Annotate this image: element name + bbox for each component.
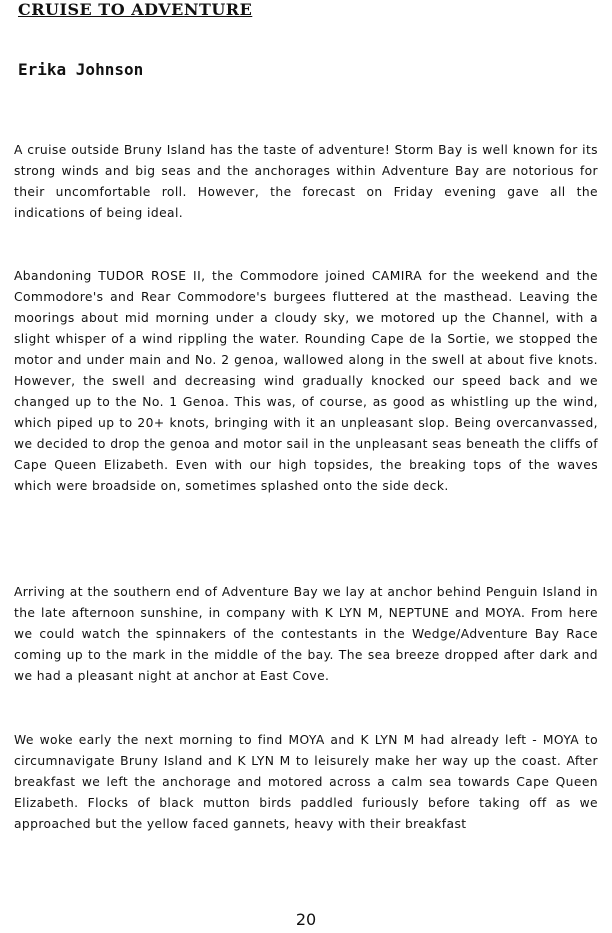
paragraph-2: Abandoning TUDOR ROSE II, the Commodore joined CAMIRA for the weekend and the Commodore's and Rear Commodore's burgees fluttered at the masthead. Leaving the moorings about mid morning under a cloudy sky, we motored up the Channel, with a slight whisper of a wind rippling the water. Rounding Cape de la Sortie, we stopped the motor and under main and No. 2 genoa, wallowed along in the swell at about five knots. However, the swell and decreasing wind gradually knocked our speed back and we changed up to the No. 1 Genoa. This was, of course, as good as whistling up the wind, which piped up to 20+ knots, bringing with it an unpleasant slop. Being overcanvassed, we decided to drop the genoa and motor sail in the unpleasant seas beneath the cliffs of Cape Queen Elizabeth. Even with our high topsides, the breaking tops of the waves which were broadside on, sometimes splashed onto the side deck. — [14, 269, 598, 493]
page-number: 20 — [295, 910, 317, 929]
paragraph-3: Arriving at the southern end of Adventure Bay we lay at anchor behind Penguin Island in the late afternoon sunshine, in company with K LYN M, NEPTUNE and MOYA. From here we could watch the spinnakers of the contestants in the Wedge/Adventure Bay Race coming up to the mark in the middle of the bay. The sea breeze dropped after dark and we had a pleasant night at anchor at East Cove. — [14, 585, 598, 683]
paragraph-4: We woke early the next morning to find MOYA and K LYN M had already left - MOYA to circumnavigate Bruny Island and K LYN M to leisurely make her way up the coast. After breakfast we left the anchorage and motored across a calm sea towards Cape Queen Elizabeth. Flocks of black mutton birds paddled furiously before taking off as we approached but the yellow faced gannets, heavy with their breakfast — [14, 733, 598, 831]
paragraph-1: A cruise outside Bruny Island has the taste of adventure! Storm Bay is well known for its strong winds and big seas and the anchorages within Adventure Bay are notorious for their uncomfortable roll. However, the forecast on Friday evening gave all the indications of being ideal. — [14, 143, 598, 220]
author-name: Erika Johnson — [18, 60, 144, 79]
article-title: CRUISE TO ADVENTURE — [18, 0, 253, 19]
